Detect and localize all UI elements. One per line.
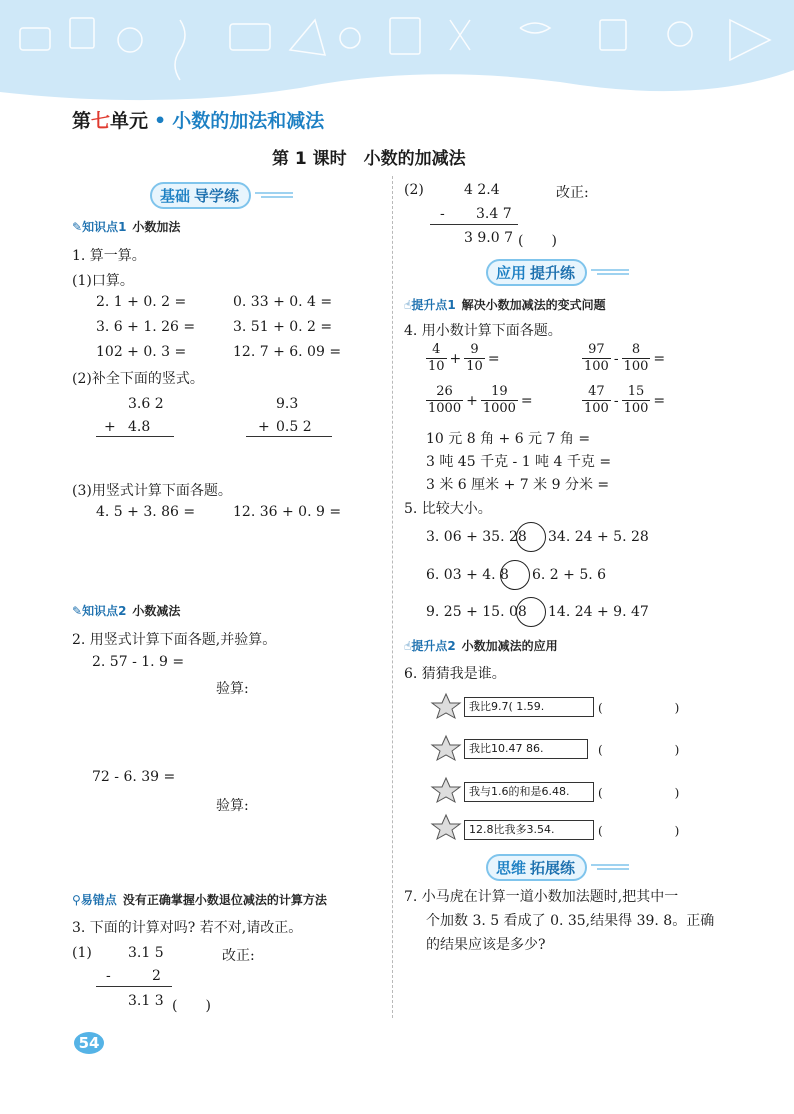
fix-label: 改正:	[222, 948, 255, 964]
banner-lines-icon	[255, 190, 295, 200]
vertical-bottom: 2	[152, 968, 161, 984]
fraction-op: +	[466, 392, 478, 409]
upgrade-point-2: ☝提升点2 小数加减法的应用	[404, 639, 558, 653]
fraction-expression	[582, 342, 665, 375]
knowledge-point-2: ✎知识点2 小数减法	[72, 604, 181, 618]
vertical-op: +	[104, 419, 116, 435]
fraction: $\frac{8}{100}$	[623, 342, 649, 374]
knowledge-point-1: ✎知识点1 小数加法	[72, 220, 181, 234]
question-5: 5. 比较大小。	[404, 501, 492, 517]
star-icon	[430, 734, 462, 766]
banner-lines-icon	[591, 862, 631, 872]
compare-circle[interactable]	[516, 597, 546, 627]
fraction: $\frac{19}{1000}$	[482, 384, 516, 416]
banner-thinking-practice: 思维 拓展练	[486, 852, 631, 882]
vertical-line	[246, 436, 332, 437]
oral-calc: 3. 6 + 1. 26 =	[96, 319, 196, 335]
fraction-expression	[426, 384, 533, 417]
banner-lines-icon	[591, 267, 631, 277]
guess-box: 12.8比我多3.54.	[464, 820, 594, 840]
fraction-op: -	[613, 350, 619, 367]
vertical-op: +	[258, 419, 270, 435]
question-3: 3. 下面的计算对吗? 若不对,请改正。	[72, 920, 303, 936]
question-2: 2. 用竖式计算下面各题,并验算。	[72, 632, 277, 648]
oral-calc: 102 + 0. 3 =	[96, 344, 187, 360]
question-3-part-1: (1)	[72, 945, 92, 961]
guess-box: 我比9.7( 1.59.	[464, 697, 594, 717]
page-number: 54	[74, 1032, 104, 1054]
fraction: 47 100	[584, 384, 609, 416]
compare-circle[interactable]	[500, 560, 530, 590]
magnifier-icon: ⚲	[72, 893, 81, 907]
question-7-line: 7. 小马虎在计算一道小数加法题时,把其中一	[404, 889, 679, 905]
check-label: 验算:	[216, 681, 249, 697]
header-decoration	[0, 0, 794, 104]
vertical-top: 3.1 5	[128, 945, 164, 961]
vertical-top: 4 2.4	[464, 182, 500, 198]
compare-right: 14. 24 + 9. 47	[548, 604, 649, 620]
oral-calc: 3. 51 + 0. 2 =	[233, 319, 333, 335]
answer-paren: ( )	[598, 786, 680, 800]
question-6: 6. 猜猜我是谁。	[404, 666, 506, 682]
equals-sign: =	[520, 392, 533, 409]
vertical-top: 9.3	[276, 396, 299, 412]
fix-label: 改正:	[556, 185, 589, 201]
oral-calc: 0. 33 + 0. 4 =	[233, 294, 333, 310]
unit-title: 第七单元 • 小数的加法和减法	[72, 110, 325, 132]
oral-calc: 2. 1 + 0. 2 =	[96, 294, 187, 310]
fraction-expression	[426, 342, 500, 375]
thumbs-up-icon: ☝	[404, 298, 412, 312]
question-1: 1. 算一算。	[72, 248, 146, 264]
upgrade-point-1: ☝提升点1 解决小数加减法的变式问题	[404, 298, 606, 312]
unit-calc: 3 吨 45 千克 - 1 吨 4 千克 =	[426, 454, 612, 470]
compare-left: 6. 03 + 4. 8	[426, 567, 509, 583]
fraction-op: +	[449, 350, 462, 367]
answer-paren: ( )	[598, 743, 680, 757]
question-7-line: 的结果应该是多少?	[426, 937, 546, 953]
vertical-bottom: 3.4 7	[476, 206, 512, 222]
question-3-part-2: (2)	[404, 182, 424, 198]
vertical-line	[430, 224, 518, 225]
compare-right: 34. 24 + 5. 28	[548, 529, 649, 545]
vertical-op: -	[106, 968, 111, 984]
error-point: ⚲易错点 没有正确掌握小数退位减法的计算方法	[72, 893, 327, 907]
fraction: 97 100	[584, 342, 609, 374]
question-1-part-2: (2)补全下面的竖式。	[72, 371, 204, 387]
fraction-op: -	[613, 392, 619, 409]
pencil-icon: ✎	[72, 604, 83, 618]
subtraction-item: 2. 57 - 1. 9 =	[92, 654, 185, 670]
fraction: 4 10	[428, 342, 445, 374]
question-1-part-1: (1)口算。	[72, 273, 134, 289]
check-label: 验算:	[216, 798, 249, 814]
compare-left: 9. 25 + 15. 08	[426, 604, 527, 620]
pencil-icon: ✎	[72, 220, 83, 234]
compare-left: 3. 06 + 35. 28	[426, 529, 527, 545]
subtraction-item: 72 - 6. 39 =	[92, 769, 176, 785]
compare-right: 6. 2 + 5. 6	[532, 567, 607, 583]
star-icon	[430, 813, 462, 845]
vertical-line	[96, 436, 174, 437]
vertical-result: 3.1 3	[128, 993, 164, 1009]
oral-calc: 12. 7 + 6. 09 =	[233, 344, 342, 360]
unit-calc: 3 米 6 厘米 + 7 米 9 分米 =	[426, 477, 610, 493]
equals-sign: =	[653, 350, 666, 367]
equals-sign: =	[653, 392, 666, 409]
fraction-expression	[582, 384, 665, 417]
question-1-part-3: (3)用竖式计算下面各题。	[72, 483, 232, 499]
star-icon	[430, 692, 462, 724]
lesson-title: 第 1 课时 小数的加减法	[272, 149, 466, 169]
banner-basic-practice: 基础 导学练	[150, 180, 295, 210]
answer-paren: ( )	[172, 998, 211, 1014]
equals-sign: =	[487, 350, 500, 367]
question-7-line: 个加数 3. 5 看成了 0. 35,结果得 39. 8。正确	[426, 913, 715, 929]
answer-paren: ( )	[598, 824, 680, 838]
question-4: 4. 用小数计算下面各题。	[404, 323, 562, 339]
vertical-op: -	[440, 206, 445, 222]
vertical-top: 3.6 2	[128, 396, 164, 412]
calc-item: 12. 36 + 0. 9 =	[233, 504, 342, 520]
compare-circle[interactable]	[516, 522, 546, 552]
guess-box: 我比10.47 86.	[464, 739, 588, 759]
calc-item: 4. 5 + 3. 86 =	[96, 504, 196, 520]
fraction: 26 1000	[428, 384, 462, 416]
thumbs-up-icon: ☝	[404, 639, 412, 653]
vertical-result: 3 9.0 7	[464, 230, 513, 246]
fraction: $\frac{15}{100}$	[623, 384, 649, 416]
vertical-bottom: 0.5 2	[276, 419, 312, 435]
vertical-line	[96, 986, 172, 987]
unit-calc: 10 元 8 角 + 6 元 7 角 =	[426, 431, 591, 447]
answer-paren: ( )	[518, 233, 557, 249]
vertical-bottom: 4.8	[128, 419, 151, 435]
banner-applied-practice: 应用 提升练	[486, 257, 631, 287]
star-icon	[430, 776, 462, 808]
guess-box: 我与1.6的和是6.48.	[464, 782, 594, 802]
fraction: $\frac{9}{10}$	[466, 342, 483, 374]
answer-paren: ( )	[598, 701, 680, 715]
column-divider	[392, 176, 393, 1018]
